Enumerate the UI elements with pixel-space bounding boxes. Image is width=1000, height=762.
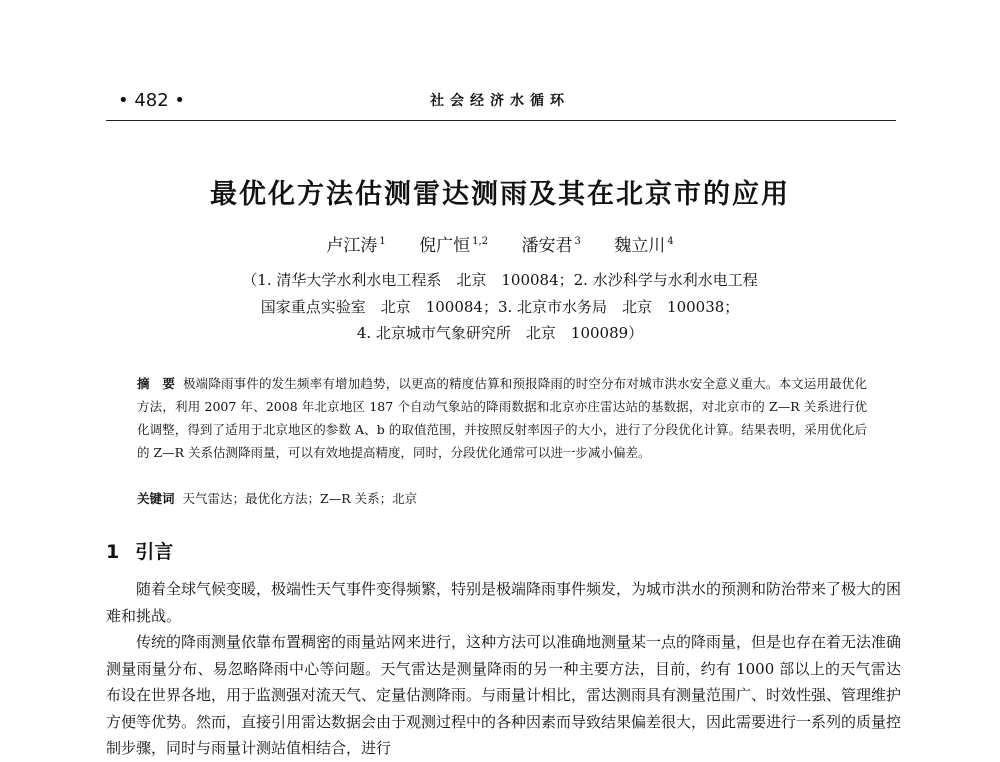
section-title: 引言 <box>135 541 174 563</box>
author <box>521 231 580 256</box>
author-affil-mark: 1,2 <box>472 236 489 248</box>
author-affil-mark: 4 <box>667 236 674 248</box>
author-name: 魏立川 <box>614 236 666 256</box>
affiliation-line: 国家重点实验室 北京 100084；3. 北京市水务局 北京 100038； <box>260 298 740 316</box>
keywords-label: 关键词 <box>137 491 175 506</box>
author-name: 倪广恒 <box>419 236 471 256</box>
author <box>419 231 488 256</box>
paragraph: 传统的降雨测量依靠布置稠密的雨量站网来进行，这种方法可以准确地测量某一点的降雨量，但是也存在着无法准确测量雨量分布、易忽略降雨中心等问题。天气雷达是测量降雨的另一种主要方法，目前，约有 1000 部以上的天气雷达布设在世界各地，用于监测强对流天气、定量估测降雨。与雨量计相比，雷达测雨具有测量范围广、时效性强、管理维护方便等优势。然而，直接引用雷达数据会由于观测过程中的各种因素而导致结果偏差很大，因此需要进行一系列的质量控制步骤，同时与雨量计测站值相结合，进行 <box>106 633 902 757</box>
abstract <box>137 372 867 464</box>
section-number: 1 <box>106 541 120 563</box>
author-name: 潘安君 <box>521 236 573 256</box>
running-title: 社会经济水循环 <box>430 93 570 109</box>
running-header <box>0 86 1000 114</box>
abstract-text: 极端降雨事件的发生频率有增加趋势，以更高的精度估算和预报降雨的时空分布对城市洪水安全意义重大。本文运用最优化方法，利用 2007 年、2008 年北京地区 187 个自动气象站的降雨数据和北京亦庄雷达站的基数据，对北京市的 Z—R 关系进行优化调整，得到了适用于北京地区的参数 A、b 的取值范围，并按照反射率因子的大小，进行了分段优化计算。结果表明，采用优化后的 Z—R 关系估测降雨量，可以有效地提高精度，同时，分段优化通常可以进一步减小偏差。 <box>137 376 867 460</box>
page-number: • 482 • <box>118 90 186 111</box>
author-affil-mark: 1 <box>379 236 386 248</box>
author-affil-mark: 3 <box>574 236 581 248</box>
paper-title: 最优化方法估测雷达测雨及其在北京市的应用 <box>210 179 790 210</box>
author <box>614 231 673 256</box>
keywords <box>137 489 867 507</box>
affiliation-line: （1. 清华大学水利水电工程系 北京 100084；2. 水沙科学与水利水电工程 <box>242 271 758 289</box>
abstract-label: 摘 要 <box>137 376 176 391</box>
body-text <box>106 576 901 762</box>
affiliation-line: 4. 北京城市气象研究所 北京 100089） <box>356 324 644 342</box>
keywords-text: 天气雷达；最优化方法；Z—R 关系；北京 <box>182 491 418 506</box>
paragraph: 随着全球气候变暖，极端性天气事件变得频繁，特别是极端降雨事件频发，为城市洪水的预测和防治带来了极大的困难和挑战。 <box>106 580 902 625</box>
author-list <box>0 231 1000 256</box>
author <box>326 231 385 256</box>
section-heading <box>106 537 173 564</box>
author-name: 卢江涛 <box>326 236 378 256</box>
header-rule <box>106 120 896 121</box>
